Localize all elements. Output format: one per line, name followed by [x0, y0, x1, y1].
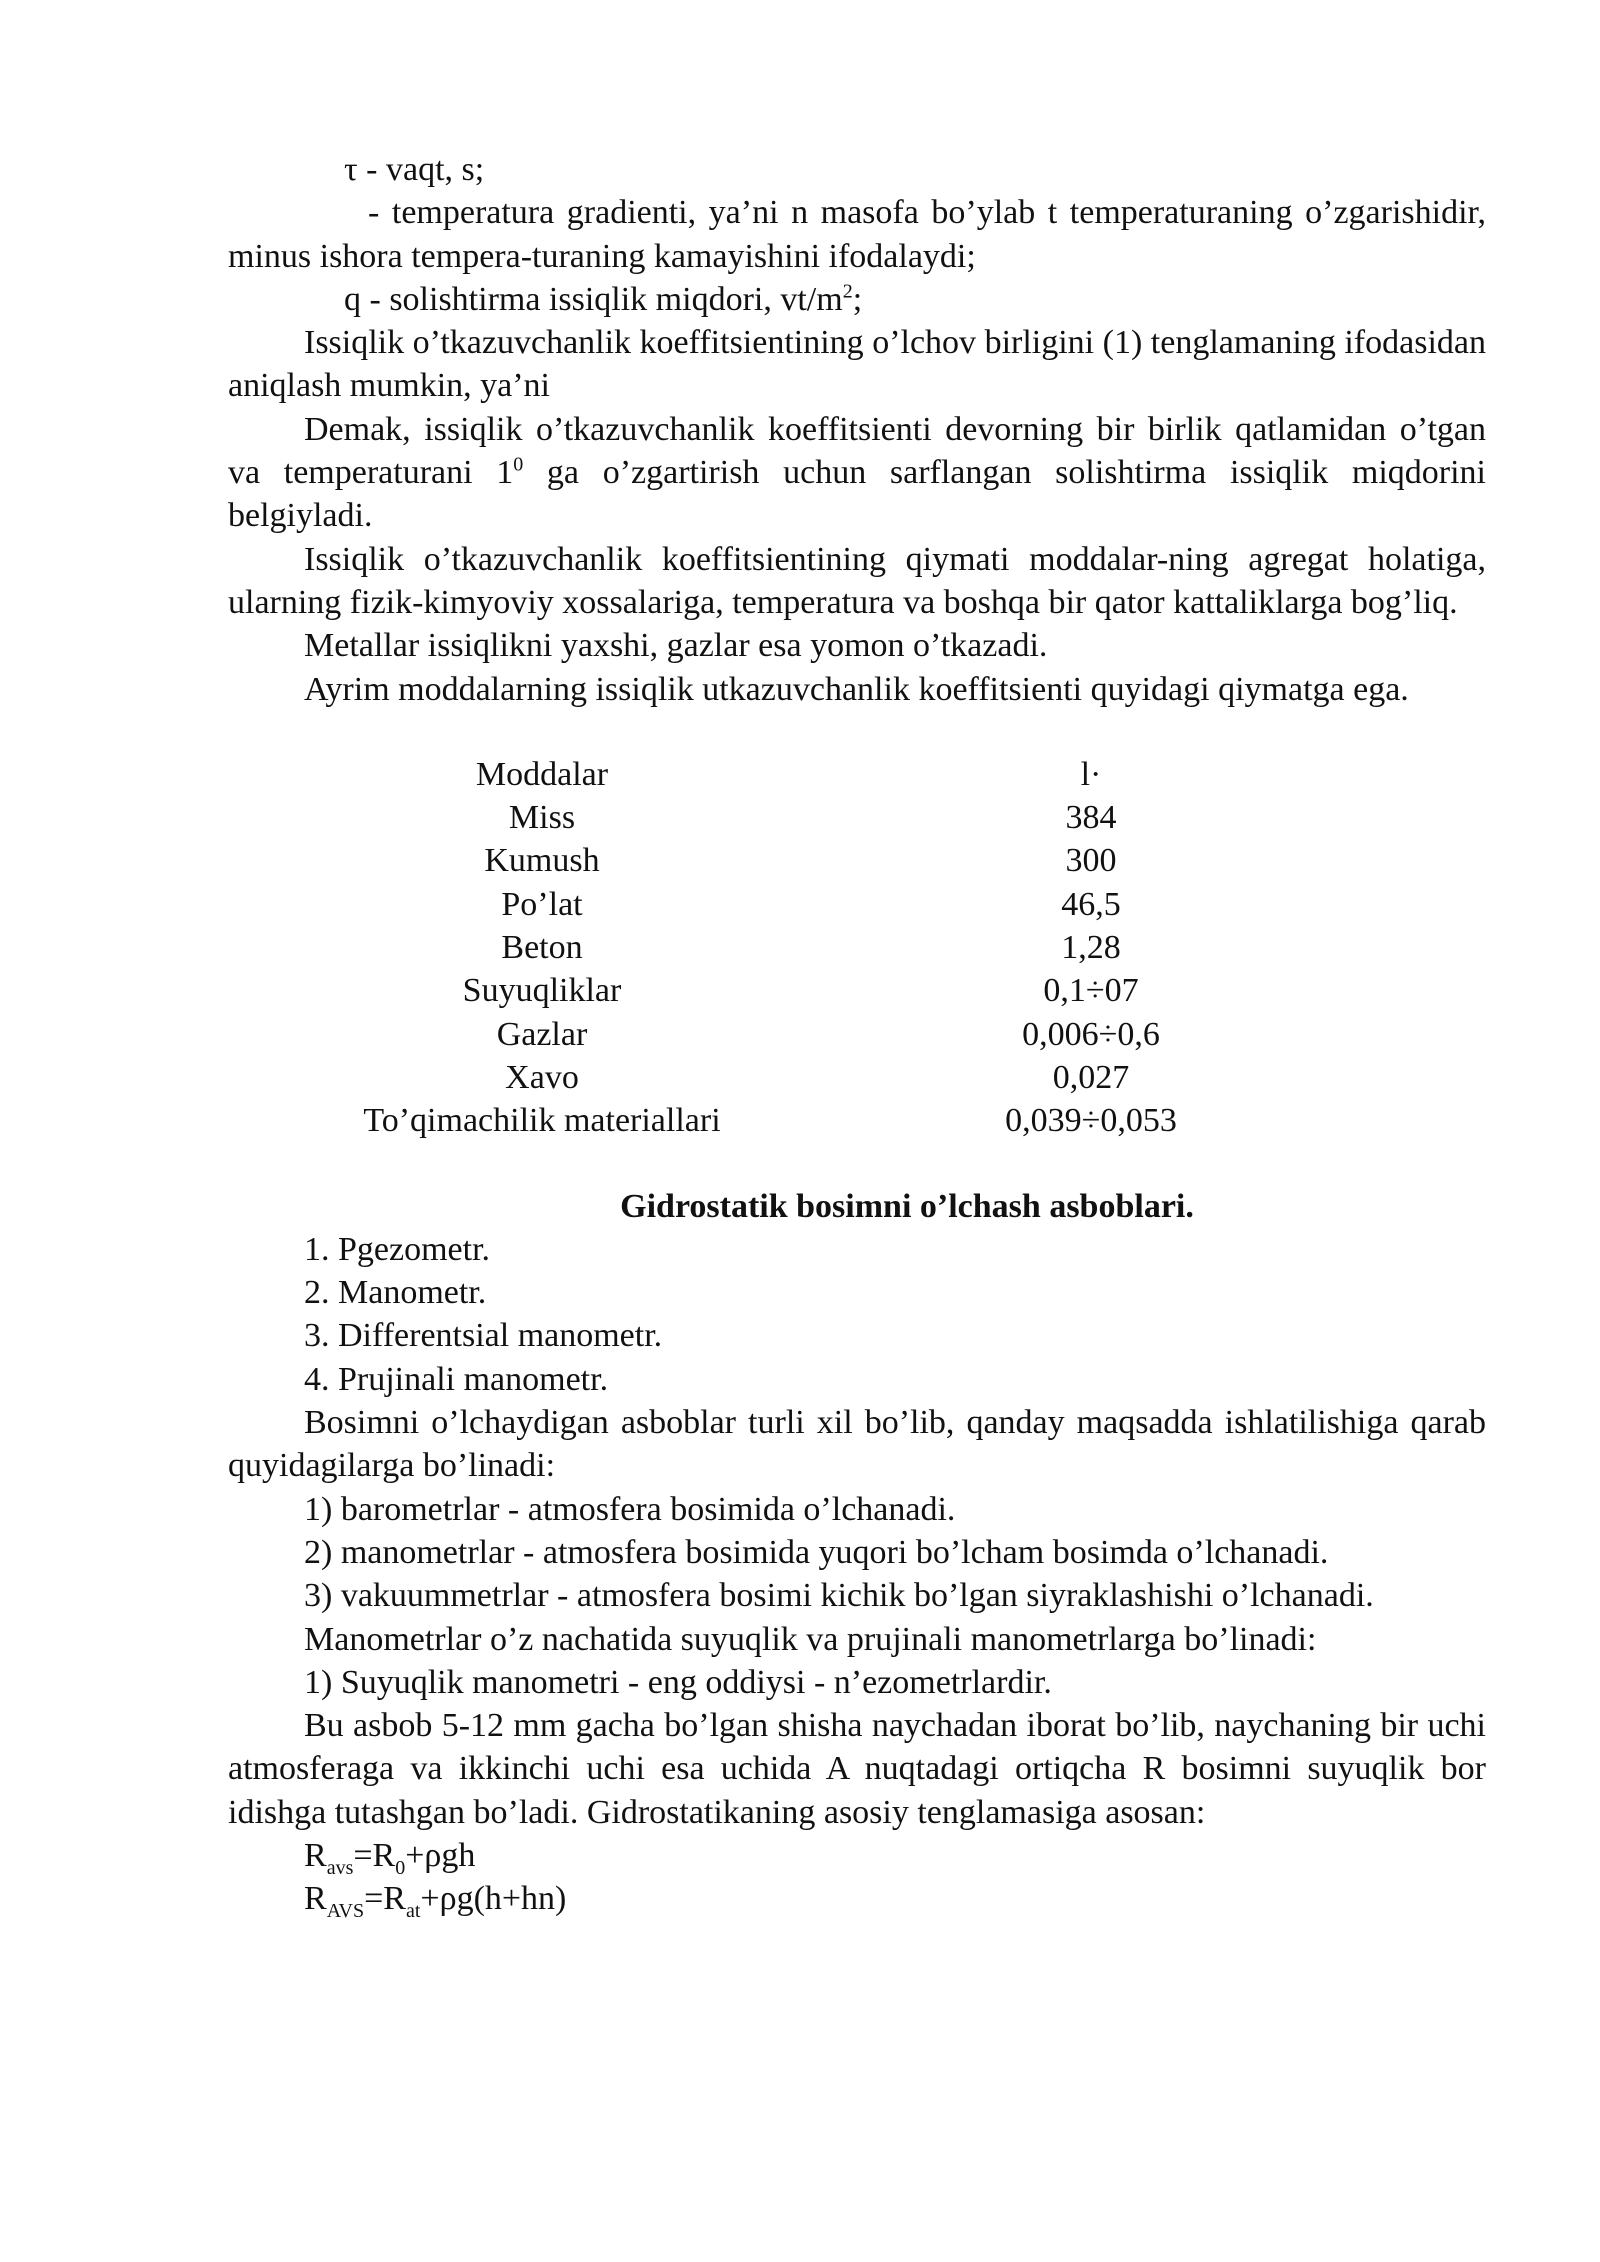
table-header-substance: Moddalar [475, 755, 609, 793]
list-item: 3. Differentsial manometr. [304, 1317, 663, 1355]
table-cell: 300 [1065, 842, 1117, 880]
table-cell: To’qimachilik materiallari [363, 1102, 721, 1140]
q-definition [228, 278, 1486, 321]
table-cell: 0,027 [1052, 1058, 1130, 1096]
table-row [228, 883, 1486, 926]
formula-text: =R [353, 1836, 396, 1874]
list-item: 2. Manometr. [304, 1274, 487, 1312]
list-item: 1) Suyuqlik manometri - eng oddiysi - n’ezometrlardir. [304, 1663, 1052, 1701]
table-cell: 0,1÷07 [1043, 972, 1139, 1010]
list-item: 2) manometrlar - atmosfera bosimida yuqori bo’lcham bosimda o’lchanadi. [304, 1533, 1329, 1571]
q-definition-sup: 2 [842, 280, 853, 303]
q-definition-end: ; [852, 280, 863, 318]
list-item: 1) barometrlar - atmosfera bosimida o’lchanadi. [304, 1490, 956, 1528]
list-item: 4. Prujinali manometr. [304, 1360, 609, 1398]
table-row [228, 796, 1486, 839]
formula-sub: AVS [326, 1900, 365, 1923]
metals-paragraph: Metallar issiqlikni yaxshi, gazlar esa yomon o’tkazadi. [304, 627, 1048, 665]
list-item: 1. Pgezometr. [304, 1230, 491, 1268]
table-cell: Kumush [484, 842, 600, 880]
gradient-paragraph: - temperatura gradienti, ya’ni n masofa bo’ylab t temperaturaning o’zgarishidir, minus ishora tempera-turaning kamayishini ifodalaydi; [228, 194, 1486, 275]
formula-text: R [304, 1836, 327, 1874]
table-cell: Po’lat [501, 885, 583, 923]
table-header-value: l· [1080, 755, 1102, 793]
table-cell: Gazlar [496, 1015, 588, 1053]
section-heading: Gidrostatik bosimni o’lchash asboblari. [620, 1187, 1194, 1225]
document-page [228, 148, 1486, 1921]
formula-1 [228, 1834, 1486, 1877]
table-cell: Suyuqliklar [462, 972, 622, 1010]
demak-sup: 0 [513, 453, 524, 476]
table-cell: 384 [1065, 799, 1117, 837]
formula-text: =R [364, 1880, 406, 1918]
value-paragraph: Issiqlik o’tkazuvchanlik koeffitsientining qiymati moddalar-ning agregat holatiga, ularning fizik-kimyoviy xossalariga, temperatura va boshqa bir qator kattaliklarga bog’liq. [228, 540, 1486, 621]
formula-sub: avs [326, 1856, 354, 1879]
ayrim-paragraph: Ayrim moddalarning issiqlik utkazuvchanlik koeffitsienti quyidagi qiymatga ega. [304, 670, 1409, 708]
conductivity-table [228, 753, 1486, 1143]
unit-paragraph: Issiqlik o’tkazuvchanlik koeffitsientining o’lchov birligini (1) tenglamaning ifodasidan aniqlash mumkin, ya’ni [228, 324, 1486, 405]
demak-text-end: ga o’zgartirish uchun sarflangan solishtirma issiqlik miqdorini belgiyladi. [228, 454, 1486, 535]
table-cell: Xavo [505, 1058, 579, 1096]
tau-definition: τ - vaqt, s; [344, 151, 485, 188]
table-row [228, 1056, 1486, 1099]
table-row [228, 1013, 1486, 1056]
table-row [228, 839, 1486, 882]
table-cell: 1,28 [1061, 929, 1121, 967]
table-header-row [228, 753, 1486, 796]
table-row [228, 1099, 1486, 1142]
formula-text: +ρg(h+hn) [420, 1880, 567, 1918]
demak-text: Demak, issiqlik o’tkazuvchanlik koeffitsienti devorning bir birlik qatlamidan o’tgan va temperaturani 1 [228, 410, 1486, 492]
table-row [228, 969, 1486, 1012]
table-cell: Miss [508, 799, 576, 837]
bu-asbob-paragraph: Bu asbob 5-12 mm gacha bo’lgan shisha naychadan iborat bo’lib, naychaning bir uchi atmosferaga va ikkinchi uchi esa uchida A nuqtadagi ortiqcha R bosimni suyuqlik bor idishga tutashgan bo’ladi. Gidrostatikaning asosiy tenglamasiga asosan: [228, 1707, 1486, 1831]
table-row [228, 926, 1486, 969]
table-cell: 0,039÷0,053 [1005, 1102, 1177, 1140]
formula-text: R [304, 1880, 327, 1918]
demak-paragraph [228, 408, 1486, 538]
bosim-paragraph: Bosimni o’lchaydigan asboblar turli xil bo’lib, qanday maqsadda ishlatilishiga qarab quyidagilarga bo’linadi: [228, 1404, 1486, 1485]
formula-text: +ρgh [405, 1836, 476, 1874]
formula-sub: 0 [395, 1856, 406, 1879]
manometr-paragraph: Manometrlar o’z nachatida suyuqlik va prujinali manometrlarga bo’linadi: [304, 1620, 1317, 1658]
list-item: 3) vakuummetrlar - atmosfera bosimi kichik bo’lgan siyraklashishi o’lchanadi. [304, 1577, 1374, 1615]
table-cell: 46,5 [1061, 885, 1121, 923]
table-cell: Beton [501, 929, 583, 967]
formula-2 [228, 1877, 1486, 1923]
formula-sub: at [405, 1900, 421, 1923]
table-cell: 0,006÷0,6 [1022, 1015, 1160, 1053]
q-definition-text: q - solishtirma issiqlik miqdori, vt/m [344, 280, 843, 318]
